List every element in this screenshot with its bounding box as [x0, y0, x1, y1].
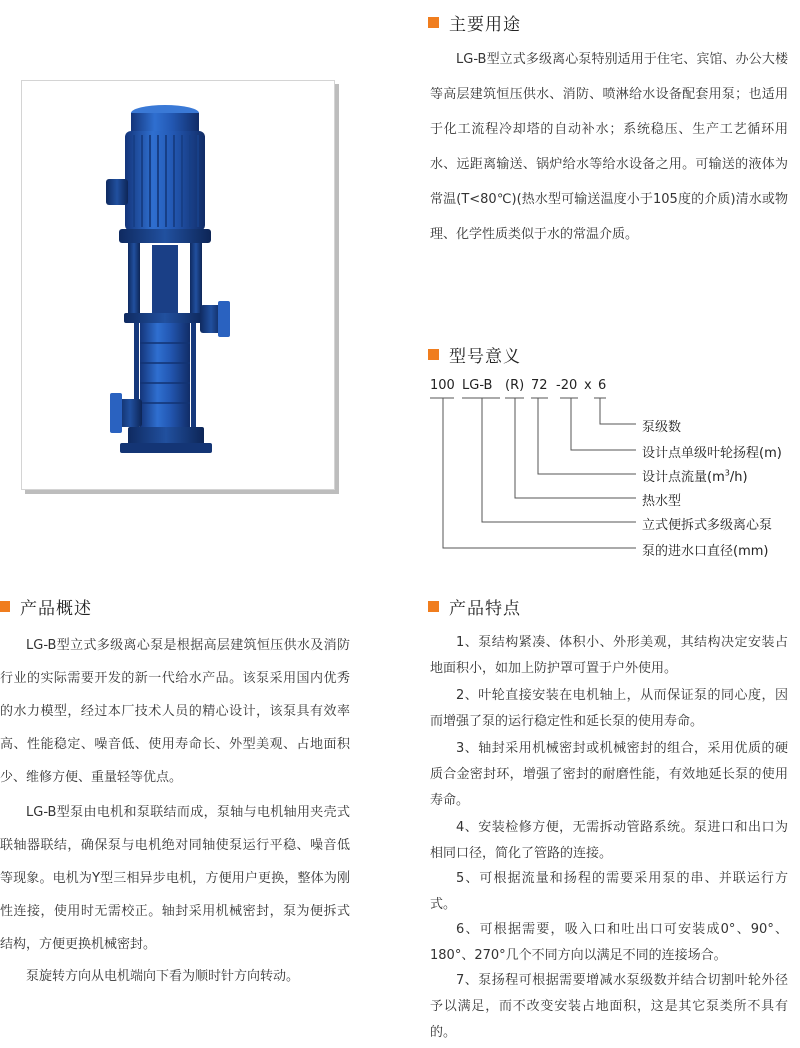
model-legend-item: 泵的进水口直径(mm): [642, 544, 769, 559]
model-code-part: -20: [556, 378, 578, 393]
usage-title-text: 主要用途: [449, 15, 521, 35]
feature-paragraph: 6、可根据需要，吸入口和吐出口可安装成0°、90°、180°、270°几个不同方向以满足不同的连接场合。: [430, 922, 788, 963]
model-code-part: 100: [430, 378, 455, 393]
feature-paragraph: 4、安装检修方便，无需拆动管路系统。泵进口和出口为相同口径，简化了管路的连接。: [430, 820, 788, 861]
model-legend-flow-sup: 3: [724, 468, 730, 478]
overview-section-title: [0, 594, 92, 619]
model-legend-flow-prefix: 设计点流量(m: [642, 470, 725, 485]
model-code-part: 72: [531, 378, 548, 393]
model-title-text: 型号意义: [449, 347, 521, 367]
features-title-text: 产品特点: [449, 599, 521, 619]
model-code-part: x: [584, 378, 592, 393]
feature-paragraph: 1、泵结构紧凑、体积小、外形美观，其结构决定安装占地面积小，如加上防护罩可置于户外使用。: [430, 635, 788, 676]
feature-paragraph: 5、可根据流量和扬程的需要采用泵的串、并联运行方式。: [430, 871, 788, 912]
feature-paragraph: 2、叶轮直接安装在电机轴上，从而保证泵的同心度，因而增强了泵的运行稳定性和延长泵的使用寿命。: [430, 688, 788, 729]
feature-paragraph: 3、轴封采用机械密封或机械密封的组合，采用优质的硬质合金密封环，增强了密封的耐磨性能，有效地延长泵的使用寿命。: [430, 741, 788, 808]
model-legend-item: 设计点单级叶轮扬程(m): [642, 446, 782, 461]
overview-title-text: 产品概述: [20, 599, 92, 619]
usage-paragraph: LG-B型立式多级离心泵特别适用于住宅、宾馆、办公大楼等高层建筑恒压供水、消防、喷淋给水设备配套用泵；也适用于化工流程冷却塔的自动补水；系统稳压、生产工艺循环用水、远距离输送、锅炉给水等给水设备之用。可输送的液体为常温(T<80℃)(热水型可输送温度小于105度的介质)清水或物理、化学性质类似于水的常温介质。: [430, 52, 788, 242]
features-section-title: [428, 594, 521, 619]
overview-paragraph: LG-B型立式多级离心泵是根据高层建筑恒压供水及消防行业的实际需要开发的新一代给水产品。该泵采用国内优秀的水力模型，经过本厂技术人员的精心设计，该泵具有效率高、性能稳定、噪音低、使用寿命长、外型美观、占地面积少、维修方便、重量轻等优点。: [0, 638, 350, 785]
feature-paragraph: 7、泵扬程可根据需要增减水泵级数并结合切割叶轮外径予以满足，而不改变安装占地面积，这是其它泵类所不具有的。: [430, 973, 788, 1040]
model-code-part: 6: [598, 378, 607, 393]
model-code-part: (R): [505, 378, 525, 393]
model-legend-item: 泵级数: [642, 420, 682, 435]
model-legend-flow-suffix: /h): [729, 470, 748, 485]
model-code-part: LG-B: [462, 378, 493, 393]
model-legend-item: 热水型: [642, 494, 682, 509]
overview-paragraph: 泵旋转方向从电机端向下看为顺时针方向转动。: [26, 969, 300, 984]
orange-square-bullet-icon: [428, 601, 439, 612]
orange-square-bullet-icon: [0, 601, 10, 612]
model-legend-item: 立式便拆式多级离心泵: [642, 518, 773, 533]
overview-paragraph: LG-B型泵由电机和泵联结而成，泵轴与电机轴用夹壳式联轴器联结，确保泵与电机绝对同轴使泵运行平稳、噪音低等现象。电机为Y型三相异步电机，方便用户更换，整体为刚性连接，使用时无需校正。轴封采用机械密封，泵为便拆式结构，方便更换机械密封。: [0, 805, 350, 952]
model-legend-item: [642, 466, 748, 485]
